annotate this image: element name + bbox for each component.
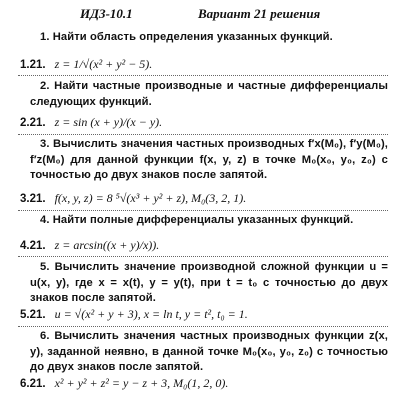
separator [18,256,388,257]
task-5-answer [20,306,390,323]
task-5-statement: 5. Вычислить значение производной сложной функции u = u(x, y), где x = x(t), y = y(t), при t = t₀ с точностью до двух знаков после запятой. [30,261,388,304]
separator [18,210,388,211]
answer-number: 3.21. [20,193,46,205]
answer-expression: z = 1/√(x² + y² − 5). [54,57,153,71]
variant-title: Вариант 21 решения [198,6,321,21]
separator [18,75,388,76]
task-6-answer [20,375,390,392]
answer-expression: x² + y² + z² = y − z + 3, M₀(1, 2, 0). [54,376,229,390]
task-1-statement: 1. Найти область определения указанных функций. [40,31,333,43]
answer-number: 4.21. [20,240,46,252]
task-4-statement: 4. Найти полные дифференциалы указанных функций. [40,214,354,226]
separator [18,326,388,327]
task-3-answer [20,190,390,207]
task-1-answer [20,56,390,73]
answer-expression: z = sin (x + y)/(x − y). [54,115,163,129]
answer-number: 2.21. [20,117,46,129]
answer-expression: u = √(x² + y + 3), x = ln t, y = t², t₀ = 1. [54,307,248,321]
answer-expression: z = arcsin((x + y)/x)). [54,238,160,252]
task-3-statement: 3. Вычислить значения частных производных f′x(M₀), f′y(M₀), f′z(M₀) для данной функции f(x, y, z) в точке M₀(x₀, y₀, z₀) с точностью до двух знаков после запятой. [30,138,388,181]
page-header [0,6,400,24]
answer-number: 5.21. [20,309,46,321]
answer-number: 1.21. [20,59,46,71]
task-2-answer [20,114,390,131]
task-2-statement: 2. Найти частные производные и частные дифференциалы следующих функций. [30,80,388,108]
assignment-code: ИДЗ-10.1 [80,6,133,21]
task-4-answer [20,237,390,254]
separator [18,134,388,135]
answer-number: 6.21. [20,378,46,390]
answer-expression: f(x, y, z) = 8 ⁵√(x³ + y² + z), M₀(3, 2, 1). [54,191,247,205]
task-6-statement: 6. Вычислить значения частных производных функции z(x, y), заданной неявно, в данной точке M₀(x₀, y₀, z₀) с точностью до двух знаков после запятой. [30,330,388,373]
